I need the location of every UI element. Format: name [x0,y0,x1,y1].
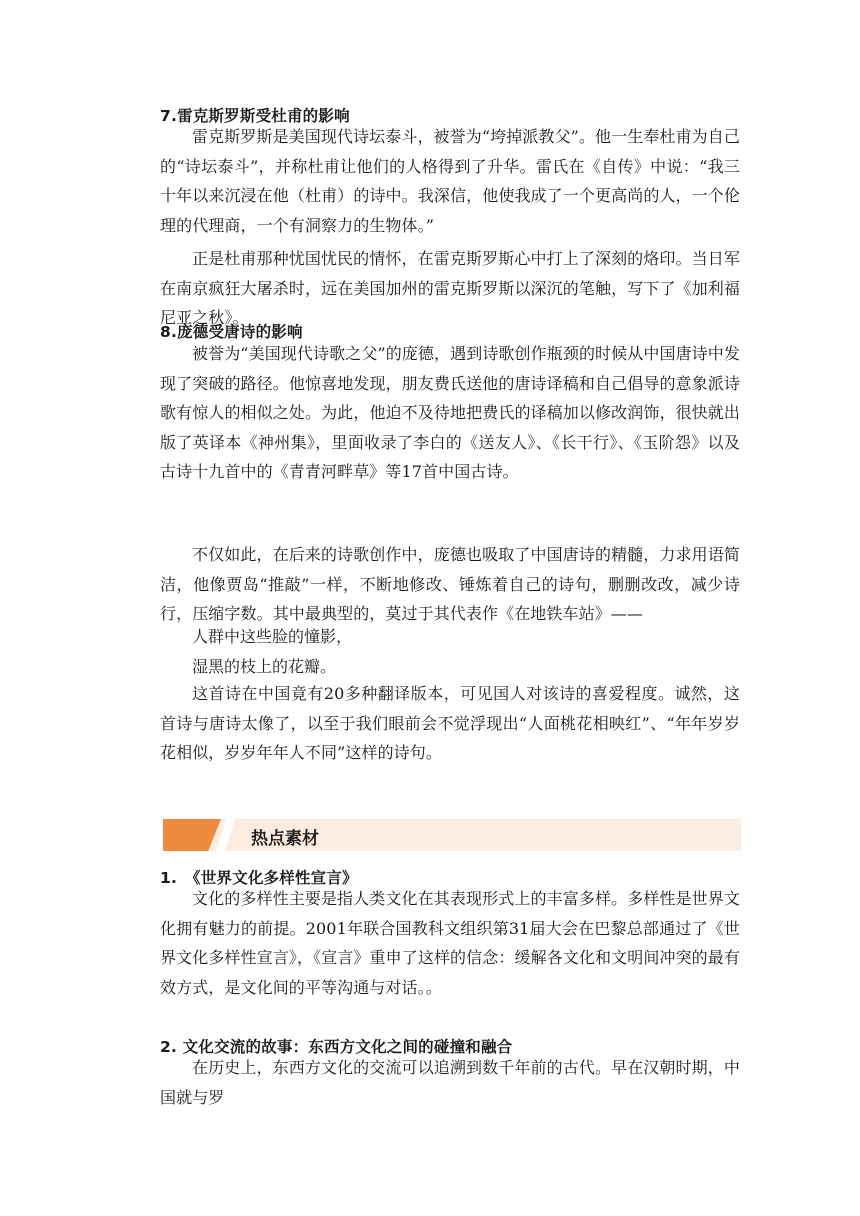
hot-2-heading: 2. 文化交流的故事：东西方文化之间的碰撞和融合 [160,1038,513,1056]
section-8-paragraph-3: 这首诗在中国竟有20多种翻译版本，可见国人对该诗的喜爱程度。诚然，这首诗与唐诗太像了，以至于我们眼前会不觉浮现出“人面桃花相映红”、“年年岁岁花相似，岁岁年年人不同”这样的诗句。 [160,684,740,763]
hot-2-paragraph-1: 在历史上，东西方文化的交流可以追溯到数千年前的古代。早在汉朝时期，中国就与罗 [160,1058,740,1107]
section-7-paragraph-1: 雷克斯罗斯是美国现代诗坛泰斗，被誉为“垮掉派教父”。他一生奉杜甫为自己的“诗坛泰斗”，并称杜甫让他们的人格得到了升华。雷氏在《自传》中说：“我三十年以来沉浸在他（杜甫）的诗中。我深信，他使我成了一个更高尚的人，一个伦理的代理商，一个有洞察力的生物体。” [160,127,740,235]
hot-1-paragraph-1: 文化的多样性主要是指人类文化在其表现形式上的丰富多样。多样性是世界文化拥有魅力的前提。2001年联合国教科文组织第31届大会在巴黎总部通过了《世界文化多样性宣言》，《宣言》重申了这样的信念：缓解各文化和文明间冲突的最有效方式，是文化间的平等沟通与对话。。 [160,889,740,997]
section-7-heading: 7.雷克斯罗斯受杜甫的影响 [160,107,350,125]
section-8-paragraph-1: 被誉为“美国现代诗歌之父”的庞德，遇到诗歌创作瓶颈的时候从中国唐诗中发现了突破的路径。他惊喜地发现，朋友费氏送他的唐诗译稿和自己倡导的意象派诗歌有惊人的相似之处。为此，他迫不及待地把费氏的译稿加以修改润饰，很快就出版了英译本《神州集》，里面收录了李白的《送友人》、《长干行》、《玉阶怨》以及古诗十九首中的《青青河畔草》等17首中国古诗。 [160,344,740,482]
banner-background [163,819,741,851]
section-8-heading: 8.庞德受唐诗的影响 [160,323,303,341]
hot-1-heading: 1. 《世界文化多样性宣言》 [160,869,358,887]
section-7-paragraph-2: 正是杜甫那种忧国忧民的情怀，在雷克斯罗斯心中打上了深刻的烙印。当日军在南京疯狂大屠杀时，远在美国加州的雷克斯罗斯以深沉的笔触，写下了《加利福尼亚之秋》。 [160,249,740,328]
banner-title: 热点素材 [251,829,319,849]
hot-material-banner [163,819,741,851]
poem-line-1: 人群中这些脸的憧影， [192,627,353,646]
section-8-paragraph-2: 不仅如此，在后来的诗歌创作中，庞德也吸取了中国唐诗的精髓，力求用语简洁，他像贾岛“推敲”一样，不断地修改、锤炼着自己的诗句，删删改改，减少诗行，压缩字数。其中最典型的，莫过于其代表作《在地铁车站》—— [160,545,740,624]
poem-line-2: 湿黑的枝上的花瓣。 [192,657,337,676]
